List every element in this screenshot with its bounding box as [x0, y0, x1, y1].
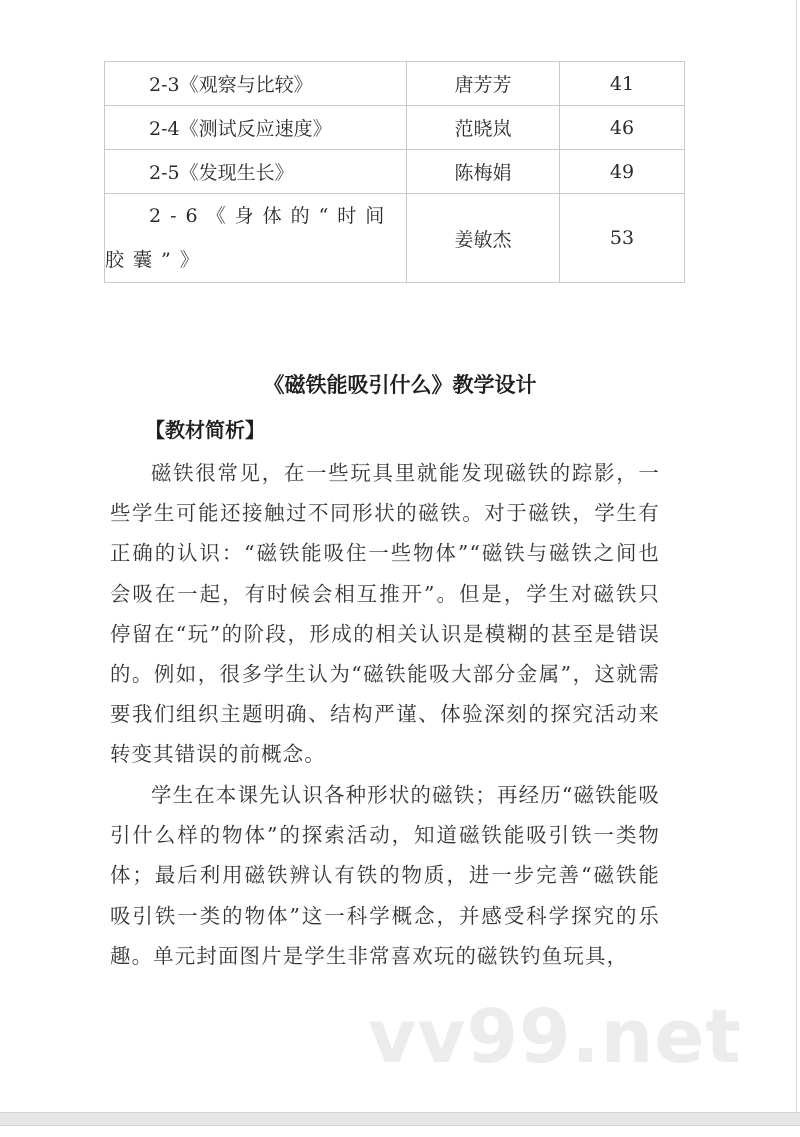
lesson-title-cell [105, 106, 407, 150]
author-cell: 陈梅娟 [407, 150, 560, 194]
page-number-cell: 46 [560, 106, 685, 150]
lesson-title: 2-6《身体的“时间胶囊”》 [105, 205, 394, 271]
table-row [105, 194, 685, 283]
table-row [105, 106, 685, 150]
lesson-title: 2-5《发现生长》 [149, 162, 294, 184]
lesson-title: 2-3《观察与比较》 [149, 74, 313, 96]
lesson-title-cell [105, 194, 407, 283]
page-number-cell: 41 [560, 62, 685, 106]
table-of-contents [104, 61, 685, 283]
page-number-cell: 53 [560, 194, 685, 283]
author-cell: 范晓岚 [407, 106, 560, 150]
lesson-title-cell [105, 150, 407, 194]
table-row [105, 62, 685, 106]
body-paragraph: 学生在本课先认识各种形状的磁铁；再经历“磁铁能吸引什么样的物体”的探索活动，知道磁铁能吸引铁一类物体；最后利用磁铁辨认有铁的物质，进一步完善“磁铁能吸引铁一类的物体”这一科学概念，并感受科学探究的乐趣。单元封面图片是学生非常喜欢玩的磁铁钓鱼玩具， [110, 783, 660, 968]
section-heading: 【教材简析】 [145, 418, 265, 442]
author-cell: 唐芳芳 [407, 62, 560, 106]
watermark: vv99.net [368, 994, 742, 1080]
page-separator [0, 1112, 800, 1126]
page-number-cell: 49 [560, 150, 685, 194]
table-row [105, 150, 685, 194]
lesson-title-cell [105, 62, 407, 106]
document-title: 《磁铁能吸引什么》教学设计 [263, 373, 537, 397]
lesson-title: 2-4《测试反应速度》 [149, 118, 332, 140]
author-cell: 姜敏杰 [407, 194, 560, 283]
page-edge [796, 0, 797, 1112]
body-paragraph: 磁铁很常见，在一些玩具里就能发现磁铁的踪影，一些学生可能还接触过不同形状的磁铁。对于磁铁，学生有正确的认识：“磁铁能吸住一些物体”“磁铁与磁铁之间也会吸在一起，有时候会相互推开”。但是，学生对磁铁只停留在“玩”的阶段，形成的相关认识是模糊的甚至是错误的。例如，很多学生认为“磁铁能吸大部分金属”，这就需要我们组织主题明确、结构严谨、体验深刻的探究活动来转变其错误的前概念。 [110, 461, 660, 767]
